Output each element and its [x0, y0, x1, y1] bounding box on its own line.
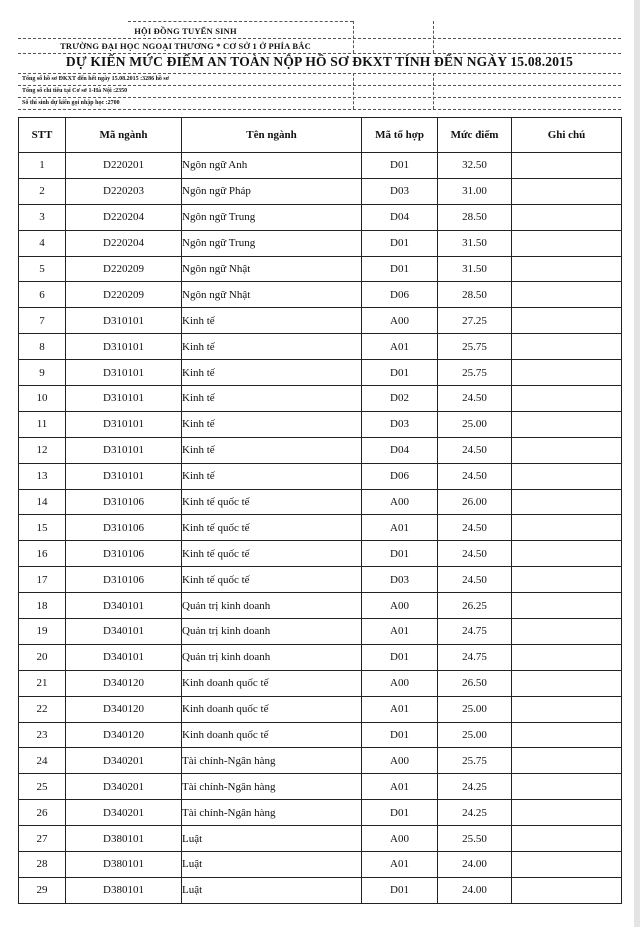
stt-cell: 24 [19, 748, 66, 774]
major-code-cell: D380101 [66, 852, 182, 878]
major-code-cell: D340101 [66, 644, 182, 670]
table-row [19, 204, 622, 230]
header-rule [128, 21, 353, 22]
page-edge-shadow [634, 0, 640, 927]
major-name-cell: Ngôn ngữ Anh [182, 153, 362, 179]
info-rule [18, 97, 621, 98]
major-code-cell: D220203 [66, 178, 182, 204]
table-row [19, 282, 622, 308]
info-rule [18, 73, 621, 74]
page-title: DỰ KIẾN MỨC ĐIỂM AN TOÀN NỘP HỒ SƠ ĐKXT TÍNH ĐẾN NGÀY 15.08.2015 [65, 54, 574, 69]
major-name-cell: Luật [182, 877, 362, 903]
major-code-cell: D310101 [66, 411, 182, 437]
major-name-cell: Kinh tế [182, 308, 362, 334]
header-divider [433, 21, 434, 53]
combination-code-cell: D04 [362, 204, 438, 230]
combination-code-cell: D01 [362, 230, 438, 256]
major-code-cell: D340101 [66, 619, 182, 645]
stt-cell: 27 [19, 826, 66, 852]
score-cell: 24.50 [438, 437, 512, 463]
info-divider [433, 73, 434, 109]
table-row [19, 541, 622, 567]
stt-cell: 14 [19, 489, 66, 515]
major-name-cell: Quản trị kinh doanh [182, 619, 362, 645]
combination-code-cell: A00 [362, 308, 438, 334]
note-cell [512, 877, 622, 903]
major-name-cell: Luật [182, 826, 362, 852]
major-code-cell: D310101 [66, 360, 182, 386]
table-row [19, 567, 622, 593]
note-cell [512, 386, 622, 412]
score-cell: 31.00 [438, 178, 512, 204]
score-cell: 24.50 [438, 541, 512, 567]
major-name-cell: Tài chính-Ngân hàng [182, 800, 362, 826]
note-cell [512, 489, 622, 515]
stt-cell: 1 [19, 153, 66, 179]
major-code-cell: D310101 [66, 463, 182, 489]
combination-code-cell: D01 [362, 644, 438, 670]
score-cell: 24.50 [438, 515, 512, 541]
stt-cell: 26 [19, 800, 66, 826]
major-code-cell: D380101 [66, 877, 182, 903]
combination-code-cell: D01 [362, 877, 438, 903]
stt-cell: 23 [19, 722, 66, 748]
major-code-cell: D340201 [66, 800, 182, 826]
note-cell [512, 308, 622, 334]
table-row [19, 826, 622, 852]
table-row [19, 437, 622, 463]
info-rule [18, 85, 621, 86]
major-name-cell: Kinh tế quốc tế [182, 567, 362, 593]
table-row [19, 696, 622, 722]
major-name-cell: Ngôn ngữ Pháp [182, 178, 362, 204]
major-name-cell: Ngôn ngữ Nhật [182, 282, 362, 308]
combination-code-cell: D01 [362, 256, 438, 282]
stt-cell: 12 [19, 437, 66, 463]
score-cell: 25.00 [438, 722, 512, 748]
table-row [19, 463, 622, 489]
combination-code-cell: A01 [362, 515, 438, 541]
major-code-cell: D380101 [66, 826, 182, 852]
major-name-cell: Kinh tế [182, 334, 362, 360]
note-cell [512, 153, 622, 179]
stt-cell: 3 [19, 204, 66, 230]
header-rule [18, 38, 621, 39]
score-cell: 24.25 [438, 774, 512, 800]
note-cell [512, 360, 622, 386]
score-cell: 24.50 [438, 567, 512, 593]
stt-cell: 15 [19, 515, 66, 541]
score-cell: 31.50 [438, 230, 512, 256]
combination-code-cell: A00 [362, 826, 438, 852]
note-cell [512, 230, 622, 256]
stt-cell: 20 [19, 644, 66, 670]
major-name-cell: Kinh tế quốc tế [182, 541, 362, 567]
major-code-cell: D310106 [66, 515, 182, 541]
score-cell: 25.75 [438, 334, 512, 360]
council-name: HỘI ĐỒNG TUYỂN SINH [134, 26, 237, 36]
col-header-major-code: Mã ngành [66, 118, 182, 153]
major-code-cell: D310106 [66, 567, 182, 593]
score-cell: 24.75 [438, 619, 512, 645]
major-code-cell: D310101 [66, 437, 182, 463]
score-cell: 25.50 [438, 826, 512, 852]
stt-cell: 9 [19, 360, 66, 386]
table-row [19, 178, 622, 204]
score-cell: 24.75 [438, 644, 512, 670]
combination-code-cell: D04 [362, 437, 438, 463]
score-cell: 32.50 [438, 153, 512, 179]
col-header-major-name: Tên ngành [182, 118, 362, 153]
combination-code-cell: A01 [362, 334, 438, 360]
combination-code-cell: D02 [362, 386, 438, 412]
score-cell: 24.50 [438, 463, 512, 489]
col-header-combination-code: Mã tổ hợp [362, 118, 438, 153]
stt-cell: 28 [19, 852, 66, 878]
table-row [19, 489, 622, 515]
combination-code-cell: D01 [362, 722, 438, 748]
stt-cell: 5 [19, 256, 66, 282]
major-code-cell: D220209 [66, 256, 182, 282]
note-cell [512, 178, 622, 204]
note-cell [512, 593, 622, 619]
score-cell: 31.50 [438, 256, 512, 282]
note-cell [512, 826, 622, 852]
stt-cell: 10 [19, 386, 66, 412]
col-header-note: Ghi chú [512, 118, 622, 153]
note-cell [512, 515, 622, 541]
major-name-cell: Kinh doanh quốc tế [182, 722, 362, 748]
table-row [19, 360, 622, 386]
major-code-cell: D220209 [66, 282, 182, 308]
major-code-cell: D220204 [66, 204, 182, 230]
combination-code-cell: D03 [362, 567, 438, 593]
major-name-cell: Kinh tế [182, 386, 362, 412]
combination-code-cell: D01 [362, 800, 438, 826]
major-code-cell: D340120 [66, 670, 182, 696]
major-name-cell: Kinh doanh quốc tế [182, 670, 362, 696]
major-name-cell: Kinh tế [182, 411, 362, 437]
stt-cell: 13 [19, 463, 66, 489]
stt-cell: 16 [19, 541, 66, 567]
combination-code-cell: D01 [362, 153, 438, 179]
table-row [19, 256, 622, 282]
combination-code-cell: A01 [362, 619, 438, 645]
major-name-cell: Ngôn ngữ Nhật [182, 256, 362, 282]
stt-cell: 18 [19, 593, 66, 619]
score-cell: 25.75 [438, 360, 512, 386]
table-row [19, 670, 622, 696]
stt-cell: 22 [19, 696, 66, 722]
major-code-cell: D310106 [66, 489, 182, 515]
major-code-cell: D340201 [66, 774, 182, 800]
score-cell: 28.50 [438, 204, 512, 230]
major-code-cell: D310106 [66, 541, 182, 567]
major-code-cell: D220201 [66, 153, 182, 179]
major-code-cell: D310101 [66, 308, 182, 334]
table-row [19, 308, 622, 334]
table-row [19, 619, 622, 645]
major-name-cell: Quản trị kinh doanh [182, 644, 362, 670]
combination-code-cell: A01 [362, 852, 438, 878]
table-header-row [19, 118, 622, 153]
major-name-cell: Quản trị kinh doanh [182, 593, 362, 619]
stt-cell: 7 [19, 308, 66, 334]
stt-cell: 29 [19, 877, 66, 903]
combination-code-cell: D06 [362, 463, 438, 489]
major-name-cell: Luật [182, 852, 362, 878]
major-name-cell: Kinh tế [182, 360, 362, 386]
major-name-cell: Ngôn ngữ Trung [182, 230, 362, 256]
score-table [18, 117, 622, 904]
major-name-cell: Kinh tế quốc tế [182, 489, 362, 515]
stt-cell: 25 [19, 774, 66, 800]
col-header-stt: STT [19, 118, 66, 153]
stt-cell: 21 [19, 670, 66, 696]
combination-code-cell: A01 [362, 696, 438, 722]
major-name-cell: Ngôn ngữ Trung [182, 204, 362, 230]
stt-cell: 19 [19, 619, 66, 645]
table-row [19, 800, 622, 826]
info-rule [18, 109, 621, 110]
note-cell [512, 567, 622, 593]
major-name-cell: Tài chính-Ngân hàng [182, 748, 362, 774]
score-cell: 26.50 [438, 670, 512, 696]
table-row [19, 593, 622, 619]
table-row [19, 774, 622, 800]
score-cell: 24.00 [438, 877, 512, 903]
score-cell: 25.75 [438, 748, 512, 774]
note-cell [512, 463, 622, 489]
major-name-cell: Kinh tế [182, 463, 362, 489]
stt-cell: 4 [19, 230, 66, 256]
major-code-cell: D310101 [66, 386, 182, 412]
note-cell [512, 644, 622, 670]
info-divider [353, 73, 354, 109]
major-name-cell: Kinh tế [182, 437, 362, 463]
score-cell: 28.50 [438, 282, 512, 308]
table-row [19, 644, 622, 670]
col-header-score: Mức điểm [438, 118, 512, 153]
stt-cell: 11 [19, 411, 66, 437]
table-row [19, 515, 622, 541]
combination-code-cell: D03 [362, 178, 438, 204]
major-name-cell: Kinh tế quốc tế [182, 515, 362, 541]
document-sheet [18, 20, 621, 910]
stt-cell: 6 [19, 282, 66, 308]
note-cell [512, 282, 622, 308]
table-row [19, 411, 622, 437]
score-cell: 25.00 [438, 696, 512, 722]
combination-code-cell: A00 [362, 748, 438, 774]
major-name-cell: Tài chính-Ngân hàng [182, 774, 362, 800]
note-cell [512, 256, 622, 282]
note-cell [512, 411, 622, 437]
score-cell: 25.00 [438, 411, 512, 437]
table-row [19, 722, 622, 748]
note-cell [512, 722, 622, 748]
score-cell: 24.50 [438, 386, 512, 412]
note-cell [512, 334, 622, 360]
score-cell: 27.25 [438, 308, 512, 334]
table-body [19, 153, 622, 904]
note-cell [512, 852, 622, 878]
combination-code-cell: D06 [362, 282, 438, 308]
note-cell [512, 204, 622, 230]
note-cell [512, 541, 622, 567]
stt-cell: 8 [19, 334, 66, 360]
info-line: Số thí sinh dự kiến gọi nhập học :2700 [22, 100, 120, 106]
major-code-cell: D340120 [66, 722, 182, 748]
table-row [19, 230, 622, 256]
table-row [19, 386, 622, 412]
note-cell [512, 774, 622, 800]
major-code-cell: D310101 [66, 334, 182, 360]
table-row [19, 334, 622, 360]
score-cell: 24.25 [438, 800, 512, 826]
combination-code-cell: D01 [362, 360, 438, 386]
table-row [19, 153, 622, 179]
combination-code-cell: A01 [362, 774, 438, 800]
score-cell: 26.00 [438, 489, 512, 515]
major-code-cell: D340101 [66, 593, 182, 619]
info-line: Tổng số hồ sơ ĐKXT đến hết ngày 15.08.2015 :3286 hồ sơ [22, 76, 170, 82]
header-divider [353, 21, 354, 53]
score-cell: 24.00 [438, 852, 512, 878]
combination-code-cell: A00 [362, 593, 438, 619]
combination-code-cell: D01 [362, 541, 438, 567]
note-cell [512, 748, 622, 774]
info-line: Tổng số chỉ tiêu tại Cơ sở 1-Hà Nội :2350 [22, 88, 128, 94]
combination-code-cell: A00 [362, 670, 438, 696]
note-cell [512, 437, 622, 463]
note-cell [512, 800, 622, 826]
score-cell: 26.25 [438, 593, 512, 619]
major-code-cell: D340201 [66, 748, 182, 774]
major-code-cell: D220204 [66, 230, 182, 256]
note-cell [512, 696, 622, 722]
stt-cell: 17 [19, 567, 66, 593]
note-cell [512, 670, 622, 696]
stt-cell: 2 [19, 178, 66, 204]
school-name: TRƯỜNG ĐẠI HỌC NGOẠI THƯƠNG * CƠ SỞ 1 Ở PHÍA BẮC [60, 41, 311, 51]
major-name-cell: Kinh doanh quốc tế [182, 696, 362, 722]
table-row [19, 852, 622, 878]
table-row [19, 877, 622, 903]
combination-code-cell: D03 [362, 411, 438, 437]
combination-code-cell: A00 [362, 489, 438, 515]
table-row [19, 748, 622, 774]
note-cell [512, 619, 622, 645]
major-code-cell: D340120 [66, 696, 182, 722]
